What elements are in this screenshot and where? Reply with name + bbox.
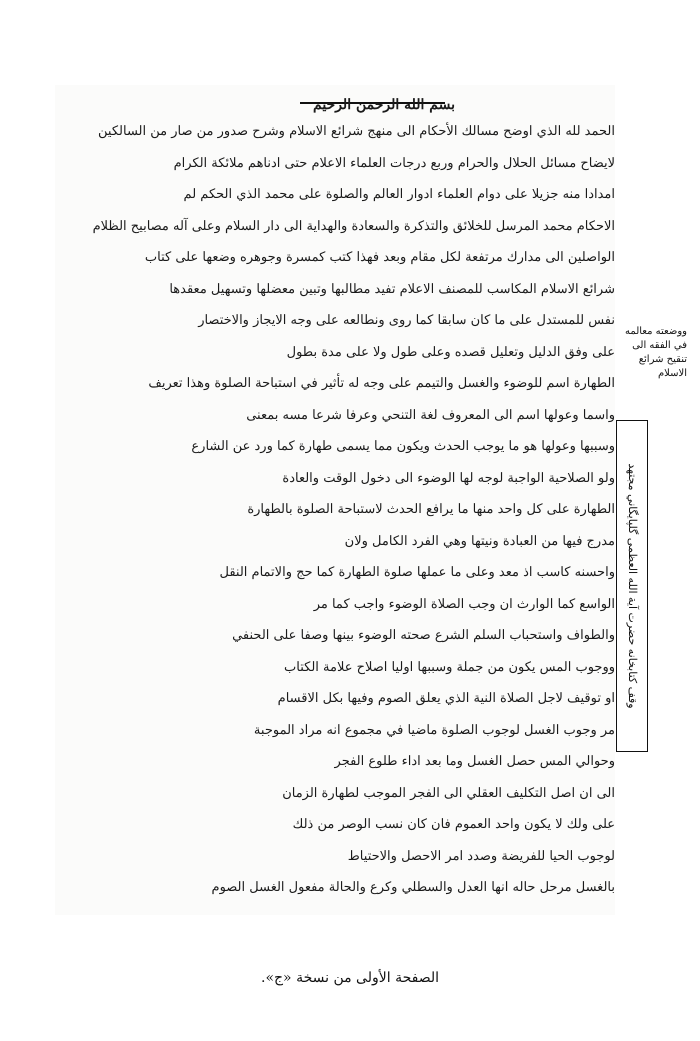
manuscript-line: الواصلين الى مدارك مرتفعة لكل مقام وبعد فهذا كتب كمسرة وجوهره وضعها على كتاب bbox=[144, 250, 615, 265]
manuscript-line: وحوالي المس حصل الغسل وما بعد اداء طلوع الفجر bbox=[334, 754, 615, 769]
manuscript-line: لايضاح مسائل الحلال والحرام وربع درجات العلماء الاعلام حتى ادناهم ملائكة الكرام bbox=[173, 155, 615, 171]
manuscript-line: مر وجوب الغسل لوجوب الصلوة ماضيا في مجموع انه مراد الموجبة bbox=[253, 722, 615, 738]
manuscript-line: وسببها وعولها هو ما يوجب الحدث ويكون مما يسمى طهارة كما ورد عن الشارع bbox=[191, 439, 615, 454]
manuscript-line: والطواف واستحباب السلم الشرع صحته الوضوء بينها وصفا على الحنفي bbox=[232, 628, 615, 643]
library-stamp-box bbox=[616, 420, 648, 752]
manuscript-line: مدرج فيها من العبادة ونيتها وهي الفرد الكامل ولان bbox=[344, 533, 615, 549]
manuscript-line: شرائع الاسلام المكاسب للمصنف الاعلام تفيد مطالبها وتبين معضلها وتسهيل معقدها bbox=[169, 281, 615, 297]
basmala: بسم الله الرحمن الرحيم bbox=[313, 97, 455, 113]
manuscript-line: الى ان اصل التكليف العقلي الى الفجر الموجب لطهارة الزمان bbox=[282, 785, 615, 801]
manuscript-line: على ولك لا يكون واحد العموم فان كان نسب الوصر من ذلك bbox=[292, 817, 615, 832]
manuscript-line: او توقيف لاجل الصلاة النية الذي يعلق الصوم وفيها بكل الاقسام bbox=[277, 691, 615, 706]
manuscript-line: واسما وعولها اسم الى المعروف لغة التنحي وعرفا شرعا مسه بمعنى bbox=[246, 407, 615, 423]
manuscript-line: ولو الصلاحية الواجبة لوجه لها الوضوء الى دخول الوقت والعادة bbox=[282, 470, 615, 486]
manuscript-line: على وفق الدليل وتعليل قصده وعلى طول ولا على مدة بطول bbox=[286, 344, 615, 360]
manuscript-line: الطهارة اسم للوضوء والغسل والتيمم على وجه له تأثير في استباحة الصلوة وهذا تعريف bbox=[148, 376, 615, 391]
manuscript-line: الطهارة على كل واحد منها ما يرافع الحدث لاستباحة الصلوة بالطهارة bbox=[247, 502, 615, 517]
library-stamp-text: وقف كتابخانه حضرت آية الله العظمى گلپايگاني مجتهد bbox=[626, 463, 639, 709]
manuscript-line: لوجوب الحيا للفريضة وصدد امر الاحصل والاحتياط bbox=[347, 848, 615, 864]
manuscript-line: واحسنه كاسب اذ معد وعلى ما عملها صلوة الطهارة كما حج والاتمام النقل bbox=[219, 565, 615, 580]
manuscript-page bbox=[55, 85, 615, 915]
manuscript-line: الحمد لله الذي اوضح مسالك الأحكام الى منهج شرائع الاسلام وشرح صدور من صار من السالكين bbox=[98, 124, 615, 139]
page-caption: الصفحة الأولى من نسخة «ج». bbox=[261, 970, 439, 986]
manuscript-line: امدادا منه جزيلا على دوام العلماء ادوار العالم والصلوة على محمد الذي الحكم لم bbox=[183, 187, 615, 202]
margin-note: ووضعته معالمه في الفقه الى تنقيح شرائع الاسلام bbox=[625, 326, 687, 379]
manuscript-line: ووجوب المس يكون من جملة وسببها اوليا اصلاح علامة الكتاب bbox=[284, 659, 615, 675]
manuscript-line: الاحكام محمد المرسل للخلائق والتذكرة والسعادة والهداية الى دار السلام وعلى آله مصابيح الظلام bbox=[92, 218, 615, 234]
manuscript-line: نفس للمستدل على ما كان سابقا كما روى ونطالعه على وجه الايجاز والاختصار bbox=[198, 313, 615, 328]
manuscript-line: بالغسل مرحل حاله انها العدل والسطلي وكرع والحالة مفعول الغسل الصوم bbox=[211, 880, 615, 895]
manuscript-line: الواسع كما الوارث ان وجب الصلاة الوضوء واجب كما مر bbox=[313, 596, 615, 612]
